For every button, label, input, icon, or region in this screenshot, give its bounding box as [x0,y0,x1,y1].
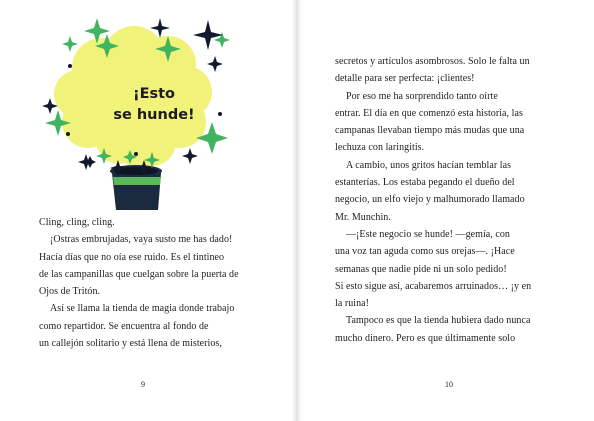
text-line: secretos y artículos asombrosos. Solo le falta un [335,56,530,67]
text-line: lechuza con laringitis. [335,142,425,154]
text-line: Hacía días que no oía ese ruido. Es el tintineo [39,251,225,263]
text-line: Tampoco es que la tienda hubiera dado nunca [346,315,531,327]
text-line: semanas que nadie pide ni un solo pedido! [335,263,507,275]
text-line: Mr. Munchin. [335,211,391,223]
text-line: como repartidor. Se encuentra al fondo de [39,320,209,332]
book-gutter [292,0,302,421]
text-line: Así se llama la tienda de magia donde trabajo [50,303,235,315]
text-line: un callejón solitario y está llena de misterios, [39,338,222,350]
text-line: una voz tan aguda como sus orejas—. ¡Hace [335,246,515,258]
text-line: —¡Este negocio se hunde! —gemía, con [346,228,510,240]
page-number: 10 [445,380,453,389]
text-line: A cambio, unos gritos hacían temblar las [346,159,512,171]
text-line: Ojos de Tritón. [39,286,101,298]
text-line: campanas llevaban tiempo más mudas que una [335,125,525,137]
chapter-title [104,84,204,126]
right-page-text [335,53,531,347]
text-line: de las campanillas que cuelgan sobre la puerta de [39,268,239,280]
page-number: 9 [141,380,145,389]
text-line: Cling, cling, cling. [39,217,115,228]
chapter-title-line-2: se hunde! [113,107,195,123]
left-page-text [39,214,239,352]
text-line: detalle para ser perfecta: ¡clientes! [335,73,475,85]
right-page [297,0,594,421]
text-line: Si esto sigue así, acabaremos arruinados… ¡y en [335,280,532,292]
text-line: ¡Ostras embrujadas, vaya susto me has dado! [50,234,233,246]
text-line: mucho dinero. Pero es que últimamente solo [335,332,516,344]
chapter-title-line-1: ¡Esto [132,86,176,102]
text-line: estanterías. Los estaba pegando el dueño del [335,177,515,189]
chapter-illustration [40,10,240,210]
text-line: negocio, un elfo viejo y malhumorado llamado [335,194,525,206]
text-line: entrar. El día en que comenzó esta historia, las [335,107,523,119]
text-line: la ruina! [335,298,370,310]
text-line: Por eso me ha sorprendido tanto oírte [346,90,498,102]
